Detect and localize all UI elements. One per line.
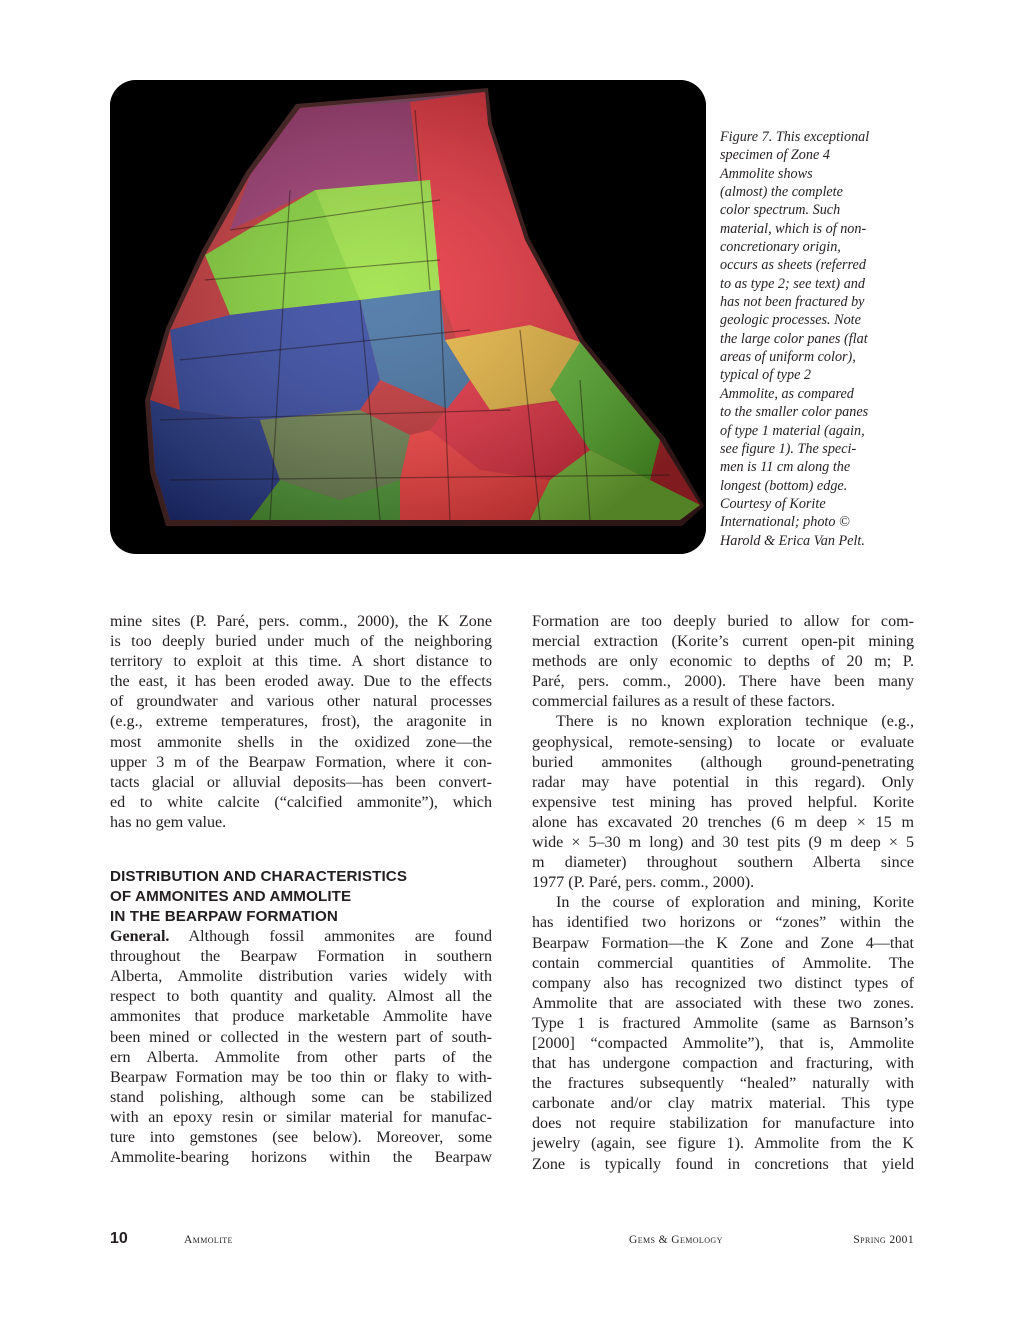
text-line: expensive test mining has proved helpful. Korite (532, 793, 914, 811)
text-line: is too deeply buried under much of the neighboring (110, 633, 492, 651)
caption-line: longest (bottom) edge. (720, 477, 848, 494)
text-line: methods are only economic to depths of 20 m; P. (532, 653, 914, 671)
caption-line: International; photo © (720, 514, 850, 531)
text-line: mercial extraction (Korite’s current open-pit mining (532, 633, 914, 651)
text-line: Bearpaw Formation may be too thin or flaky to with- (110, 1068, 492, 1086)
text-line: Ammolite-bearing horizons within the Bearpaw (110, 1149, 492, 1167)
text-fragment: Although fossil ammonites are found (169, 928, 492, 946)
text-line: does not require stabilization for manufacture into (532, 1115, 914, 1133)
text-line: ammonites that produce marketable Ammolite have (110, 1008, 492, 1026)
caption-line: see figure 1). The speci- (720, 440, 857, 457)
text-line: radar may have potential in this regard). Only (532, 773, 914, 791)
text-line: has identified two horizons or “zones” within the (532, 914, 914, 932)
ammolite-specimen-image (110, 80, 706, 554)
figure-caption (720, 128, 905, 550)
heading-line: DISTRIBUTION AND CHARACTERISTICS (110, 868, 408, 886)
caption-line: typical of type 2 (720, 367, 812, 384)
text-line: (e.g., extreme temperatures, frost), the aragonite in (110, 713, 492, 731)
text-line: the east, it has been eroded away. Due to the effects (110, 673, 492, 691)
text-line: most ammonite shells in the oxidized zone—the (110, 733, 492, 751)
text-line: Bearpaw Formation—the K Zone and Zone 4—that (532, 934, 914, 952)
text-line: buried ammonites (although ground-penetrating (532, 753, 914, 771)
caption-line: (almost) the complete (720, 184, 843, 201)
footer-section: Ammolite (184, 1234, 233, 1246)
text-line: respect to both quantity and quality. Almost all the (110, 988, 492, 1006)
caption-line: has not been fractured by (720, 294, 865, 311)
text-line: Alberta, Ammolite distribution varies widely with (110, 968, 492, 986)
page-footer (110, 1230, 914, 1250)
text-line: wide × 5–30 m long) and 30 test pits (9 m deep × 5 (532, 834, 914, 852)
text-line: contain commercial quantities of Ammolite. The (532, 954, 914, 972)
text-line: Zone is typically found in concretions that yield (532, 1155, 914, 1173)
text-line: [2000] “compacted Ammolite”), that is, Ammolite (532, 1034, 914, 1052)
left-column (110, 612, 492, 1168)
text-line: that has undergone compaction and fracturing, with (532, 1055, 914, 1073)
text-line: company also has recognized two distinct types of (532, 974, 914, 992)
paragraph (532, 612, 914, 712)
caption-line: Figure 7. This exceptional (720, 129, 870, 145)
text-line: the fractures subsequently “healed” naturally with (532, 1075, 914, 1093)
caption-line: Courtesy of Korite (720, 495, 826, 512)
caption-line: geologic processes. Note (720, 312, 861, 329)
heading-line: OF AMMONITES AND AMMOLITE (110, 888, 352, 906)
footer-issue: Spring 2001 (853, 1234, 914, 1246)
text-line: of groundwater and various other natural processes (110, 693, 492, 711)
caption-line: Ammolite shows (720, 165, 813, 182)
text-line: ed to white calcite (“calcified ammonite”), which (110, 793, 492, 811)
caption-line: color spectrum. Such (720, 202, 841, 219)
figure-photo (110, 80, 706, 554)
heading-line: IN THE BEARPAW FORMATION (110, 908, 338, 926)
text-line (110, 927, 492, 947)
text-line: throughout the Bearpaw Formation in southern (110, 948, 492, 966)
caption-line: concretionary origin, (720, 239, 841, 256)
text-line: Type 1 is fractured Ammolite (same as Barnson’s (532, 1014, 914, 1032)
page-number: 10 (110, 1230, 128, 1247)
text-line: alone has excavated 20 trenches (6 m deep × 15 m (532, 813, 914, 831)
caption-line: to the smaller color panes (720, 404, 869, 421)
runin-label: General. (110, 928, 170, 946)
caption-line: specimen of Zone 4 (720, 147, 830, 164)
footer-journal: Gems & Gemology (629, 1234, 723, 1246)
paragraph (110, 612, 492, 833)
right-column (532, 612, 914, 1175)
caption-line: material, which is of non- (720, 220, 867, 237)
caption-line: Harold & Erica Van Pelt. (720, 532, 865, 549)
text-line: There is no known exploration technique (e.g., (556, 713, 914, 731)
caption-line: areas of uniform color), (720, 349, 856, 366)
text-line: Ammolite that are associated with these two zones. (532, 994, 914, 1012)
section-heading (110, 867, 492, 927)
text-line: stand polishing, although some can be stabilized (110, 1088, 492, 1106)
text-line: 1977 (P. Paré, pers. comm., 2000). (532, 874, 755, 892)
text-line: with an epoxy resin or similar material for manufac- (110, 1108, 492, 1126)
text-line: In the course of exploration and mining, Korite (556, 894, 914, 912)
paragraph (532, 893, 914, 1174)
text-line: m diameter) throughout southern Alberta since (532, 854, 914, 872)
caption-line: men is 11 cm along the (720, 459, 851, 476)
text-line: has no gem value. (110, 813, 227, 831)
text-line: ture into gemstones (see below). Moreover, some (110, 1128, 492, 1146)
caption-line: Ammolite, as compared (720, 385, 854, 402)
text-line: geophysical, remote-sensing) to locate or evaluate (532, 733, 914, 751)
caption-line: occurs as sheets (referred (720, 257, 866, 274)
text-line: been mined or collected in the western part of south- (110, 1028, 492, 1046)
text-line: carbonate and/or clay matrix material. This type (532, 1095, 914, 1113)
paragraph (532, 712, 914, 893)
text-line: commercial failures as a result of these factors. (532, 693, 835, 711)
paragraph-general (110, 927, 492, 1168)
text-line: tacts glacial or alluvial deposits—has been convert- (110, 773, 492, 791)
text-line: jewelry (again, see figure 1). Ammolite from the K (532, 1135, 914, 1153)
text-line: ern Alberta. Ammolite from other parts of the (110, 1048, 492, 1066)
text-line: Paré, pers. comm., 2000). There have been many (532, 673, 914, 691)
caption-line: the large color panes (flat (720, 330, 868, 347)
text-line: territory to exploit at this time. A short distance to (110, 653, 492, 671)
caption-line: of type 1 material (again, (720, 422, 865, 439)
text-line: Formation are too deeply buried to allow for com- (532, 613, 914, 630)
text-line: upper 3 m of the Bearpaw Formation, where it con- (110, 753, 492, 771)
caption-line: to as type 2; see text) and (720, 275, 865, 292)
text-line: mine sites (P. Paré, pers. comm., 2000), the K Zone (110, 613, 492, 630)
